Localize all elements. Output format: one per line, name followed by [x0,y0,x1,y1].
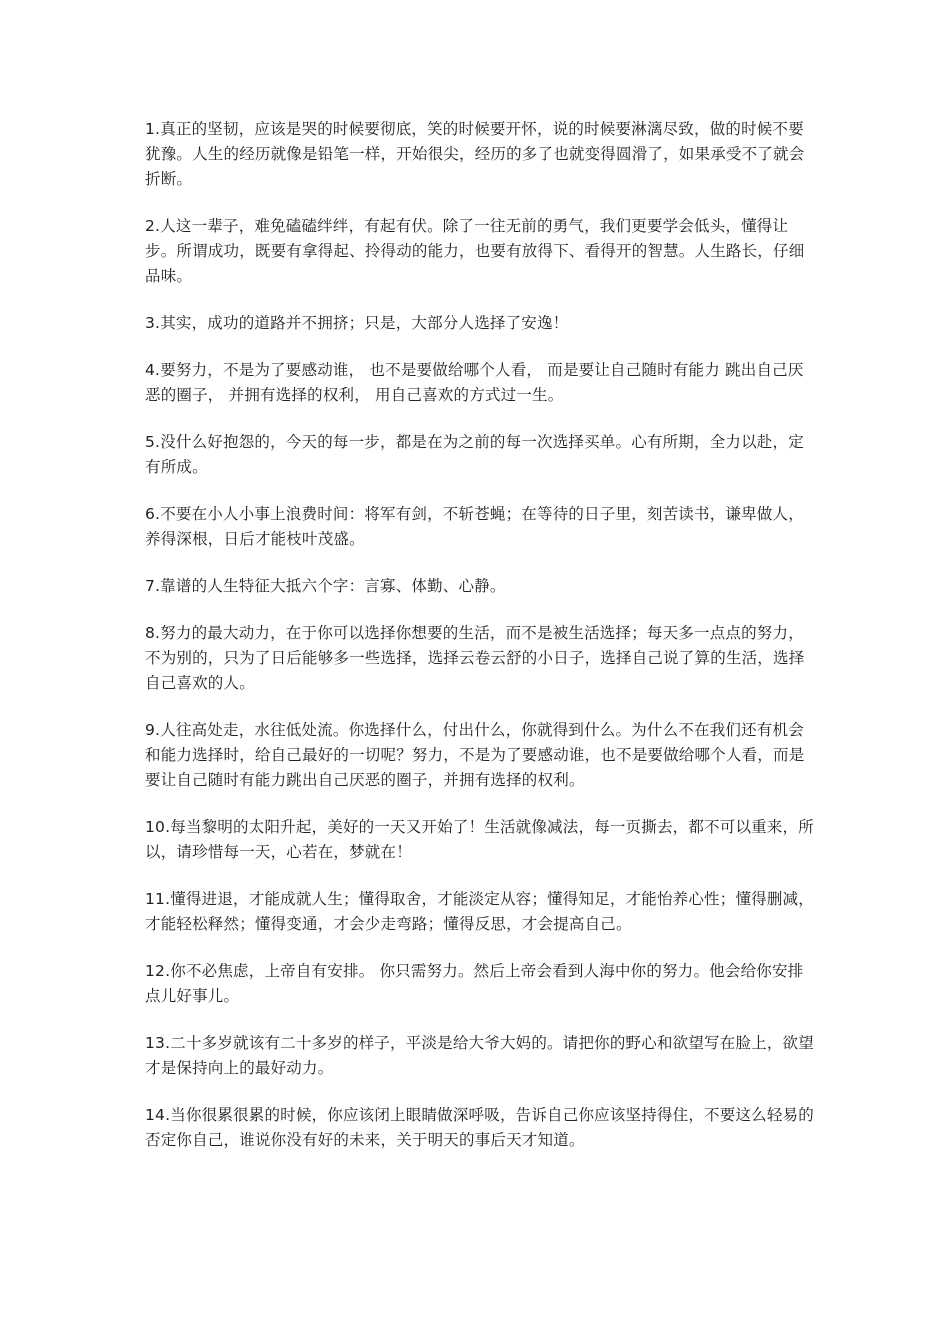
paragraph-1: 1.真正的坚韧，应该是哭的时候要彻底，笑的时候要开怀，说的时候要淋漓尽致，做的时候不要犹豫。人生的经历就像是铅笔一样，开始很尖，经历的多了也就变得圆滑了，如果承受不了就会折断。 [145,120,805,188]
paragraph-6: 6.不要在小人小事上浪费时间：将军有剑，不斩苍蝇；在等待的日子里，刻苦读书，谦卑做人，养得深根，日后才能枝叶茂盛。 [145,505,804,548]
paragraph-5: 5.没什么好抱怨的，今天的每一步，都是在为之前的每一次选择买单。心有所期，全力以赴，定有所成。 [145,433,804,476]
paragraph-9: 9.人往高处走，水往低处流。你选择什么，付出什么，你就得到什么。为什么不在我们还有机会和能力选择时，给自己最好的一切呢？努力，不是为了要感动谁，也不是要做给哪个人看，而是要让自己随时有能力跳出自己厌恶的圈子，并拥有选择的权利。 [145,721,805,789]
paragraph-10: 10.每当黎明的太阳升起，美好的一天又开始了！生活就像减法，每一页撕去，都不可以重来，所以，请珍惜每一天，心若在，梦就在！ [145,818,814,861]
paragraph-7: 7.靠谱的人生特征大抵六个字：言寡、体勤、心静。 [145,577,506,595]
paragraph-14: 14.当你很累很累的时候，你应该闭上眼睛做深呼吸，告诉自己你应该坚持得住，不要这么轻易的否定你自己，谁说你没有好的未来，关于明天的事后天才知道。 [145,1106,814,1149]
paragraph-4: 4.要努力，不是为了要感动谁， 也不是要做给哪个人看， 而是要让自己随时有能力 跳出自己厌恶的圈子， 并拥有选择的权利， 用自己喜欢的方式过一生。 [145,361,804,404]
paragraph-8: 8.努力的最大动力，在于你可以选择你想要的生活，而不是被生活选择；每天多一点点的努力，不为别的，只为了日后能够多一些选择，选择云卷云舒的小日子，选择自己说了算的生活，选择自己喜欢的人。 [145,624,805,692]
paragraph-11: 11.懂得进退，才能成就人生；懂得取舍，才能淡定从容；懂得知足，才能怡养心性；懂得删减，才能轻松释然；懂得变通，才会少走弯路；懂得反思，才会提高自己。 [145,890,814,933]
paragraph-13: 13.二十多岁就该有二十多岁的样子，平淡是给大爷大妈的。请把你的野心和欲望写在脸上，欲望才是保持向上的最好动力。 [145,1034,814,1077]
paragraph-2: 2.人这一辈子，难免磕磕绊绊，有起有伏。除了一往无前的勇气，我们更要学会低头，懂得让步。所谓成功，既要有拿得起、拎得动的能力，也要有放得下、看得开的智慧。人生路长，仔细品味。 [145,217,805,285]
paragraph-3: 3.其实，成功的道路并不拥挤；只是，大部分人选择了安逸！ [145,314,569,332]
paragraph-12: 12.你不必焦虑，上帝自有安排。 你只需努力。然后上帝会看到人海中你的努力。他会给你安排点儿好事儿。 [145,962,804,1005]
document-body [145,117,815,1175]
